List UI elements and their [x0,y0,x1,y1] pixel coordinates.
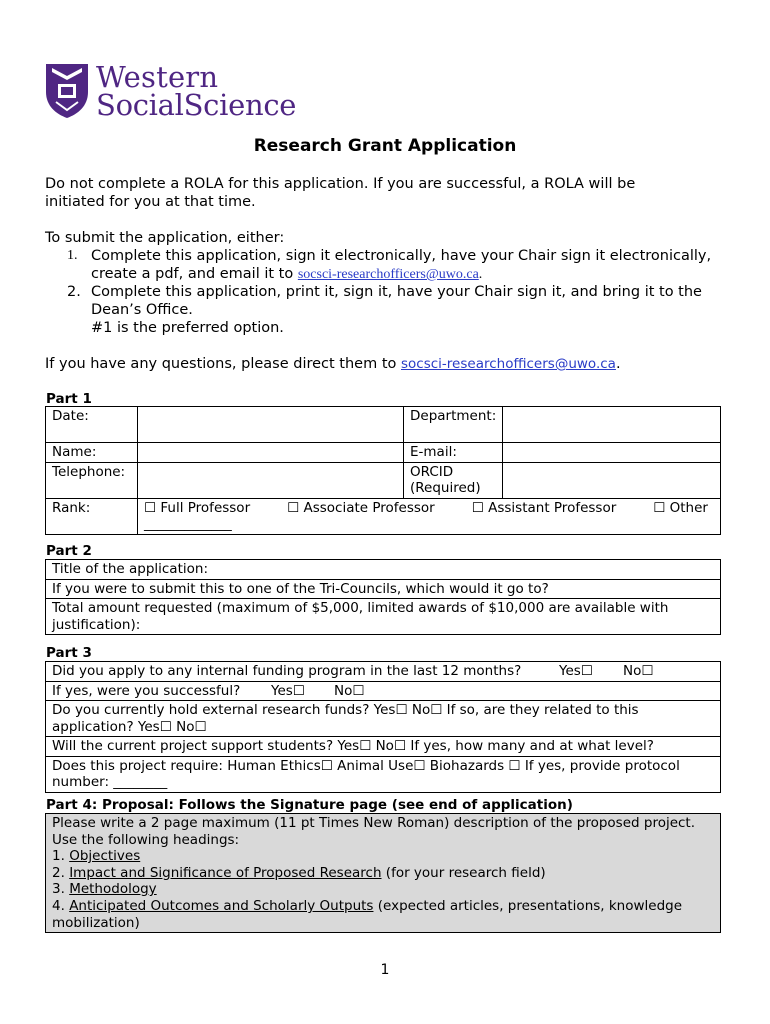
western-social-science-logo [44,62,304,124]
option-1-number: 1. [67,248,78,263]
heading-2-number: 2. [52,864,65,881]
support-students-row[interactable]: Will the current project support students? Yes☐ No☐ If yes, how many and at what level? [46,737,720,757]
part-1-table [45,406,721,535]
heading-item-2 [52,865,714,882]
telephone-label: Telephone: [46,462,138,498]
part-1-heading: Part 1 [46,391,92,407]
option-1-text: Complete this application, sign it electronically, have your Chair sign it electronically, create a pdf, and email it to [91,248,712,282]
department-label: Department: [404,407,503,443]
proposal-instruction: Please write a 2 page maximum (11 pt Times New Roman) description of the proposed project. [52,815,696,831]
rank-assistant-professor-checkbox[interactable]: ☐ Assistant Professor [471,499,617,516]
successful-no-checkbox[interactable]: No☐ [334,682,365,699]
option-2-text: Complete this application, print it, sign it, have your Chair sign it, and bring it to the Dean’s Office. [91,284,702,318]
heading-methodology: Methodology [69,881,157,898]
headings-lead: Use the following headings: [52,831,240,848]
orcid-label: ORCID (Required) [404,462,503,498]
date-field[interactable] [138,407,404,443]
department-field[interactable] [503,407,721,443]
tri-council-field[interactable]: If you were to submit this to one of the Tri-Councils, which would it go to? [46,580,720,600]
heading-item-1 [52,848,714,865]
rank-other-blank[interactable]: _____________ [144,516,232,532]
part-2-box [45,559,721,635]
preferred-option-note: #1 is the preferred option. [91,320,284,336]
questions-line [45,355,621,373]
rank-other-checkbox[interactable]: ☐ Other [653,499,708,516]
name-label: Name: [46,443,138,463]
shield-crest-icon [44,62,90,120]
option-1-email-link[interactable]: socsci-researchofficers@uwo.ca [297,267,479,282]
internal-funding-row [46,662,720,682]
submit-option-2 [67,283,717,337]
rank-full-professor-checkbox[interactable]: ☐ Full Professor [144,499,251,516]
rank-label: Rank: [46,498,138,534]
heading-outcomes: Anticipated Outcomes and Scholarly Outputs [69,897,374,914]
heading-item-3 [52,881,714,898]
email-field[interactable] [503,443,721,463]
option-2-number: 2. [67,284,81,300]
successful-question: If yes, were you successful? [52,682,241,699]
logo-line-western: Western [96,60,219,94]
application-title-field[interactable]: Title of the application: [46,560,720,580]
questions-email-link[interactable]: socsci-researchofficers@uwo.ca [401,356,616,372]
heading-4-number: 4. [52,897,65,914]
orcid-field[interactable] [503,462,721,498]
successful-row [46,682,720,702]
part-2-heading: Part 2 [46,543,92,559]
part-4-heading: Part 4: Proposal: Follows the Signature page (see end of application) [46,797,573,813]
heading-impact-note: (for your research field) [381,864,546,881]
heading-1-number: 1. [52,848,65,865]
part-3-heading: Part 3 [46,645,92,661]
intro-paragraph: Do not complete a ROLA for this application. If you are successful, a ROLA will be initiated for you at that time. [45,176,636,210]
heading-impact: Impact and Significance of Proposed Research [69,864,382,881]
internal-funding-no-checkbox[interactable]: No☐ [623,663,654,679]
external-funds-row[interactable]: Do you currently hold external research funds? Yes☐ No☐ If so, are they related to this application? Yes☐ No☐ [46,701,720,737]
heading-objectives: Objectives [69,848,141,865]
logo-line-social-science: SocialScience [96,88,297,122]
email-label: E-mail: [404,443,503,463]
rank-associate-professor-checkbox[interactable]: ☐ Associate Professor [287,499,435,516]
protocol-row[interactable]: Does this project require: Human Ethics☐ Animal Use☐ Biohazards ☐ If yes, provide protocol number: ________ [52,757,680,790]
page-title: Research Grant Application [253,136,517,156]
heading-item-4 [52,898,714,931]
telephone-field[interactable] [138,462,404,498]
submit-lead: To submit the application, either: [45,230,285,246]
page-number: 1 [380,962,390,978]
heading-3-number: 3. [52,881,65,898]
submit-option-1 [67,247,727,284]
heading-outcomes-note: (expected articles, presentations, knowledge mobilization) [52,897,683,931]
date-label: Date: [46,407,138,443]
internal-funding-question: Did you apply to any internal funding program in the last 12 months? [52,663,522,679]
questions-text: If you have any questions, please direct them to [45,356,401,372]
questions-period: . [615,356,621,372]
amount-requested-field[interactable]: Total amount requested (maximum of $5,000, limited awards of $10,000 are available with justification): [52,600,669,633]
part-3-box [45,661,721,793]
rank-options [138,498,721,534]
successful-yes-checkbox[interactable]: Yes☐ [271,682,305,699]
part-4-instructions-box [45,813,721,933]
internal-funding-yes-checkbox[interactable]: Yes☐ [559,663,593,679]
option-1-period: . [478,267,483,282]
name-field[interactable] [138,443,404,463]
